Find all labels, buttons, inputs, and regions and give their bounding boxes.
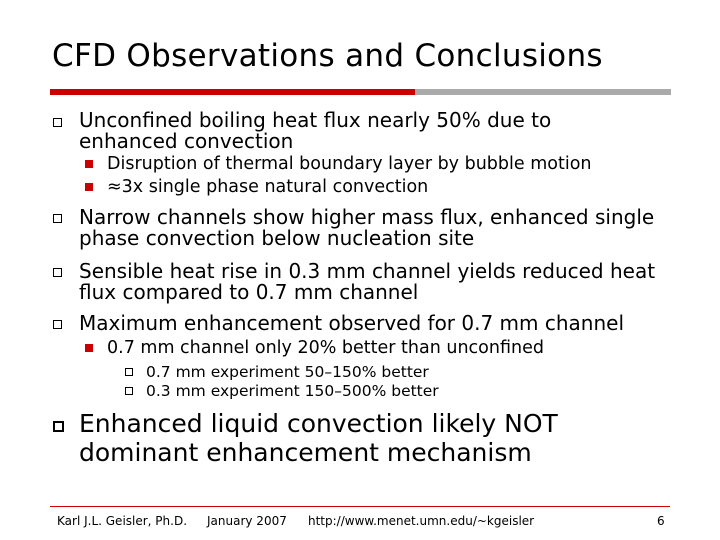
footer-url: http://www.menet.umn.edu/~kgeisler xyxy=(308,514,535,528)
bullet-4-subsub-1: 0.7 mm experiment 50–150% better xyxy=(146,363,429,381)
subsub-bullet-box-icon xyxy=(125,387,133,395)
bullet-1-text: Unconfined boiling heat flux nearly 50% due to enhanced convection xyxy=(79,108,552,153)
bullet-2-text: Narrow channels show higher mass flux, enhanced single phase convection below nucleation site xyxy=(79,205,655,250)
bullet-box-icon xyxy=(53,320,62,329)
footer-date: January 2007 xyxy=(207,514,287,528)
bullet-box-icon xyxy=(53,268,62,277)
bullet-box-icon xyxy=(53,118,62,127)
bullet-1-sub-2: ≈3x single phase natural convection xyxy=(107,177,429,197)
bullet-1-sub-1: Disruption of thermal boundary layer by bubble motion xyxy=(107,154,592,174)
footer-author: Karl J.L. Geisler, Ph.D. xyxy=(57,514,188,528)
sub-bullet-square-icon xyxy=(85,183,93,191)
bullet-3-text: Sensible heat rise in 0.3 mm channel yields reduced heat flux compared to 0.7 mm channel xyxy=(79,259,656,304)
page-number: 6 xyxy=(657,514,665,528)
sub-bullet-square-icon xyxy=(85,160,93,168)
bullet-4-text: Maximum enhancement observed for 0.7 mm channel xyxy=(79,311,625,335)
title-underline-red xyxy=(50,89,415,95)
title-underline-gray xyxy=(415,89,671,95)
bullet-4-subsub-2: 0.3 mm experiment 150–500% better xyxy=(146,382,439,400)
bullet-box-icon xyxy=(53,421,64,432)
bullet-5-text: Enhanced liquid convection likely NOT dominant enhancement mechanism xyxy=(79,409,558,467)
slide-title: CFD Observations and Conclusions xyxy=(52,38,603,74)
footer-divider xyxy=(50,506,670,507)
subsub-bullet-box-icon xyxy=(125,368,133,376)
bullet-box-icon xyxy=(53,214,62,223)
sub-bullet-square-icon xyxy=(85,344,93,352)
bullet-4-sub-1: 0.7 mm channel only 20% better than unconfined xyxy=(107,338,544,358)
